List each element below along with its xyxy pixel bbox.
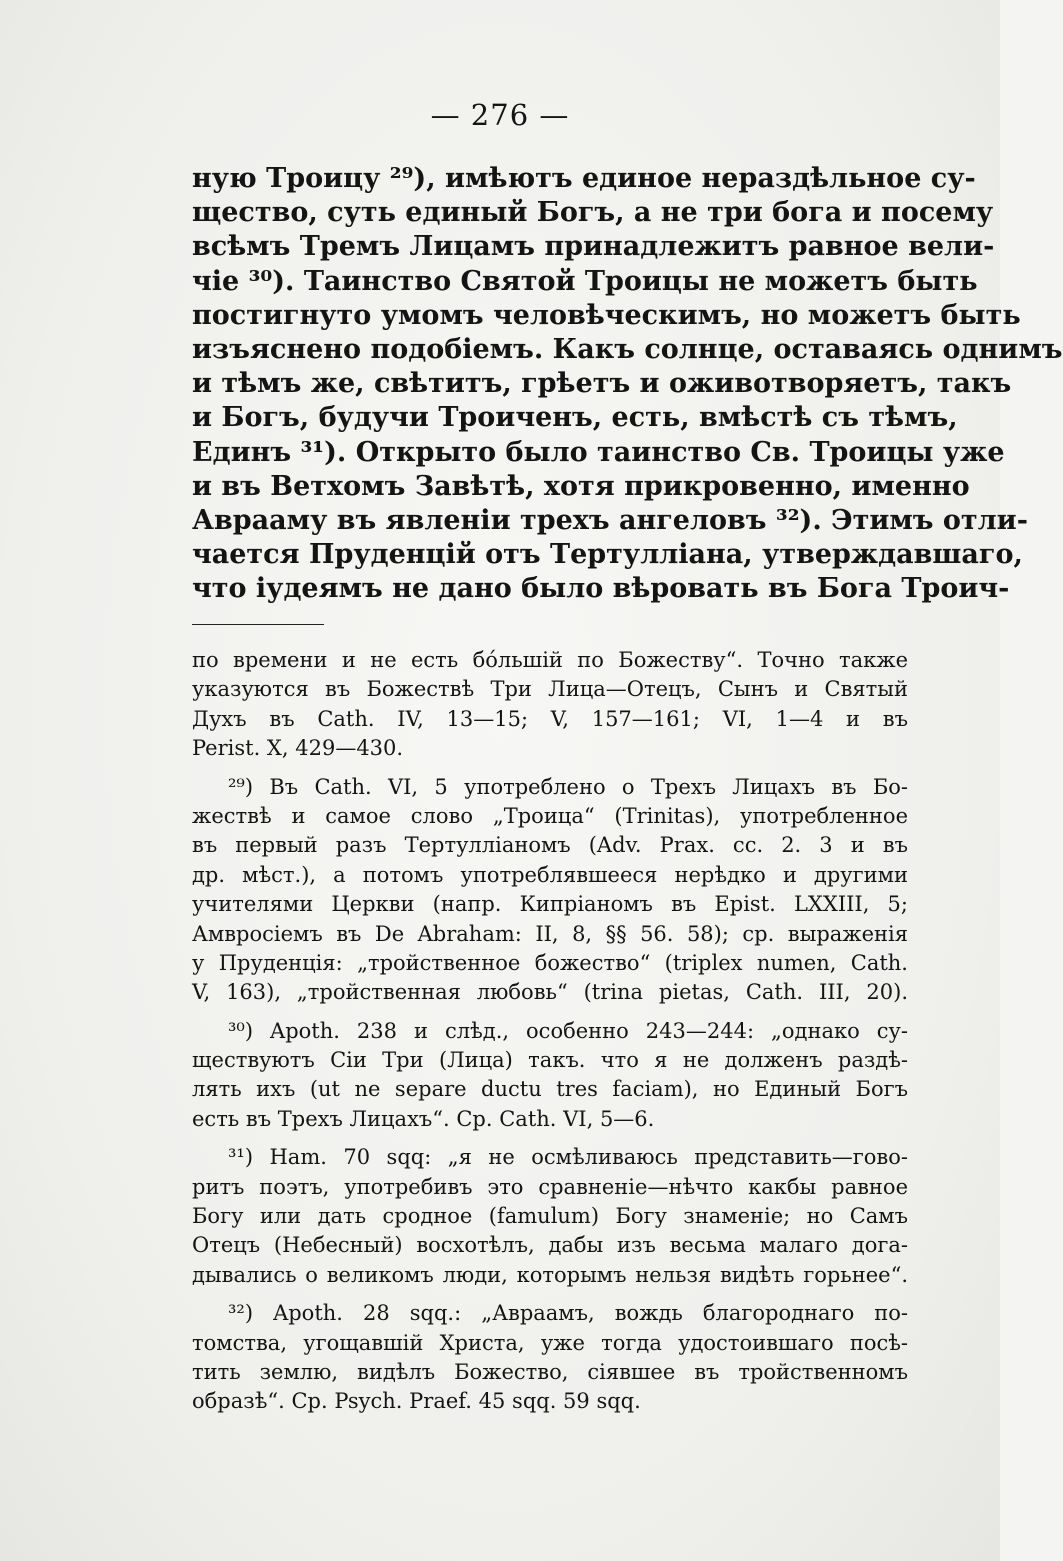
footnote-line: V, 163), „тройственная любовь“ (trina pietas, Cath. III, 20). <box>192 980 908 1005</box>
footnote-line: ³⁰) Apoth. 238 и слѣд., особенно 243—244: „однако су- <box>228 1018 908 1043</box>
footnote-line: Богу или дать сродное (famulum) Богу знаменіе; но Самъ <box>192 1204 908 1229</box>
main-text-line: ную Троицу ²⁹), имѣютъ единое нераздѣльное су- <box>192 163 976 194</box>
main-text-line: щество, суть единый Богъ, а не три бога и посему <box>192 197 994 229</box>
main-text-line: чіе ³⁰). Таинство Святой Троицы не можетъ быть <box>192 265 978 297</box>
main-text-line: и тѣмъ же, свѣтитъ, грѣетъ и оживотворяетъ, такъ <box>192 368 1012 400</box>
main-text-line: Аврааму въ явленіи трехъ ангеловъ ³²). Этимъ отли- <box>192 504 1028 536</box>
main-text-line: Единъ ³¹). Открыто было таинство Св. Троицы уже <box>192 436 1005 468</box>
footnote-continued <box>192 646 908 764</box>
footnote-line: ритъ поэтъ, употребивъ это сравненіе—нѣчто какбы равное <box>192 1174 908 1199</box>
footnote-line: по времени и не есть бóльшій по Божеству“. Точно также <box>192 648 908 672</box>
footnote-line: жествѣ и самое слово „Троица“ (Trinitas), употребленное <box>192 803 908 828</box>
footnote-divider <box>192 624 324 625</box>
footnote-line: Духъ въ Cath. IV, 13—15; V, 157—161; VI, 1—4 и въ <box>192 706 908 731</box>
footnote-29 <box>192 773 908 1008</box>
footnote-line: тить землю, видѣлъ Божество, сіявшее въ тройственномъ <box>192 1359 908 1384</box>
footnote-line: лять ихъ (ut ne separe ductu tres faciam), но Единый Богъ <box>192 1077 908 1102</box>
footnote-line: томства, угощавшій Христа, уже тогда удостоившаго посѣ- <box>192 1330 908 1355</box>
main-text-line: и Богъ, будучи Троиченъ, есть, вмѣстѣ съ тѣмъ, <box>192 402 958 434</box>
footnote-line: дывались о великомъ люди, которымъ нельзя видѣть горьнее“. <box>192 1262 908 1287</box>
footnote-line: ³¹) Ham. 70 sqq: „я не осмѣливаюсь представить—гово- <box>228 1145 908 1170</box>
main-text <box>192 162 1063 606</box>
footnote-30 <box>192 1017 908 1135</box>
main-text-line: чается Пруденцій отъ Тертулліана, утверждавшаго, <box>192 539 1023 571</box>
main-text-line: изъяснено подобіемъ. Какъ солнце, оставаясь однимъ <box>192 333 1063 365</box>
main-text-line: всѣмъ Тремъ Лицамъ принадлежитъ равное вели- <box>192 231 995 263</box>
footnotes <box>192 646 908 1417</box>
footnote-line: Амвросіемъ въ De Abraham: II, 8, §§ 56. 58); ср. выраженія <box>192 921 908 946</box>
footnote-line: указуются въ Божествѣ Три Лица—Отецъ, Сынъ и Святый <box>192 677 908 702</box>
footnote-line: ²⁹) Въ Cath. VI, 5 употреблено о Трехъ Лицахъ въ Бо- <box>228 774 908 799</box>
main-text-line: что іудеямъ не дано было вѣровать въ Бога Троич- <box>192 573 1010 605</box>
footnote-line: Perist. X, 429—430. <box>192 736 404 761</box>
footnote-line: учителями Церкви (напр. Кипріаномъ въ Epist. LXXIII, 5; <box>192 892 908 917</box>
footnote-line: образѣ“. Ср. Psych. Praef. 45 sqq. 59 sqq. <box>192 1389 641 1414</box>
footnote-line: у Пруденція: „тройственное божество“ (triplex numen, Cath. <box>192 950 908 975</box>
footnote-line: есть въ Трехъ Лицахъ“. Ср. Cath. VI, 5—6. <box>192 1106 655 1131</box>
page-number: — 276 — <box>430 98 570 132</box>
footnote-line: въ первый разъ Тертулліаномъ (Adv. Prax. cc. 2. 3 и въ <box>192 833 908 858</box>
footnote-line: ³²) Apoth. 28 sqq.: „Авраамъ, вождь благороднаго по- <box>228 1301 908 1326</box>
main-text-line: постигнуто умомъ человѣческимъ, но можетъ быть <box>192 299 1021 331</box>
footnote-line: ществуютъ Сіи Три (Лица) такъ. что я не долженъ раздѣ- <box>192 1048 908 1073</box>
footnote-line: Отецъ (Небесный) восхотѣлъ, дабы изъ весьма малаго дога- <box>192 1233 908 1258</box>
footnote-31 <box>192 1143 908 1290</box>
footnote-line: др. мѣст.), а потомъ употреблявшееся нерѣдко и другими <box>192 862 908 887</box>
footnote-32 <box>192 1299 908 1417</box>
main-text-line: и въ Ветхомъ Завѣтѣ, хотя прикровенно, именно <box>192 470 970 502</box>
